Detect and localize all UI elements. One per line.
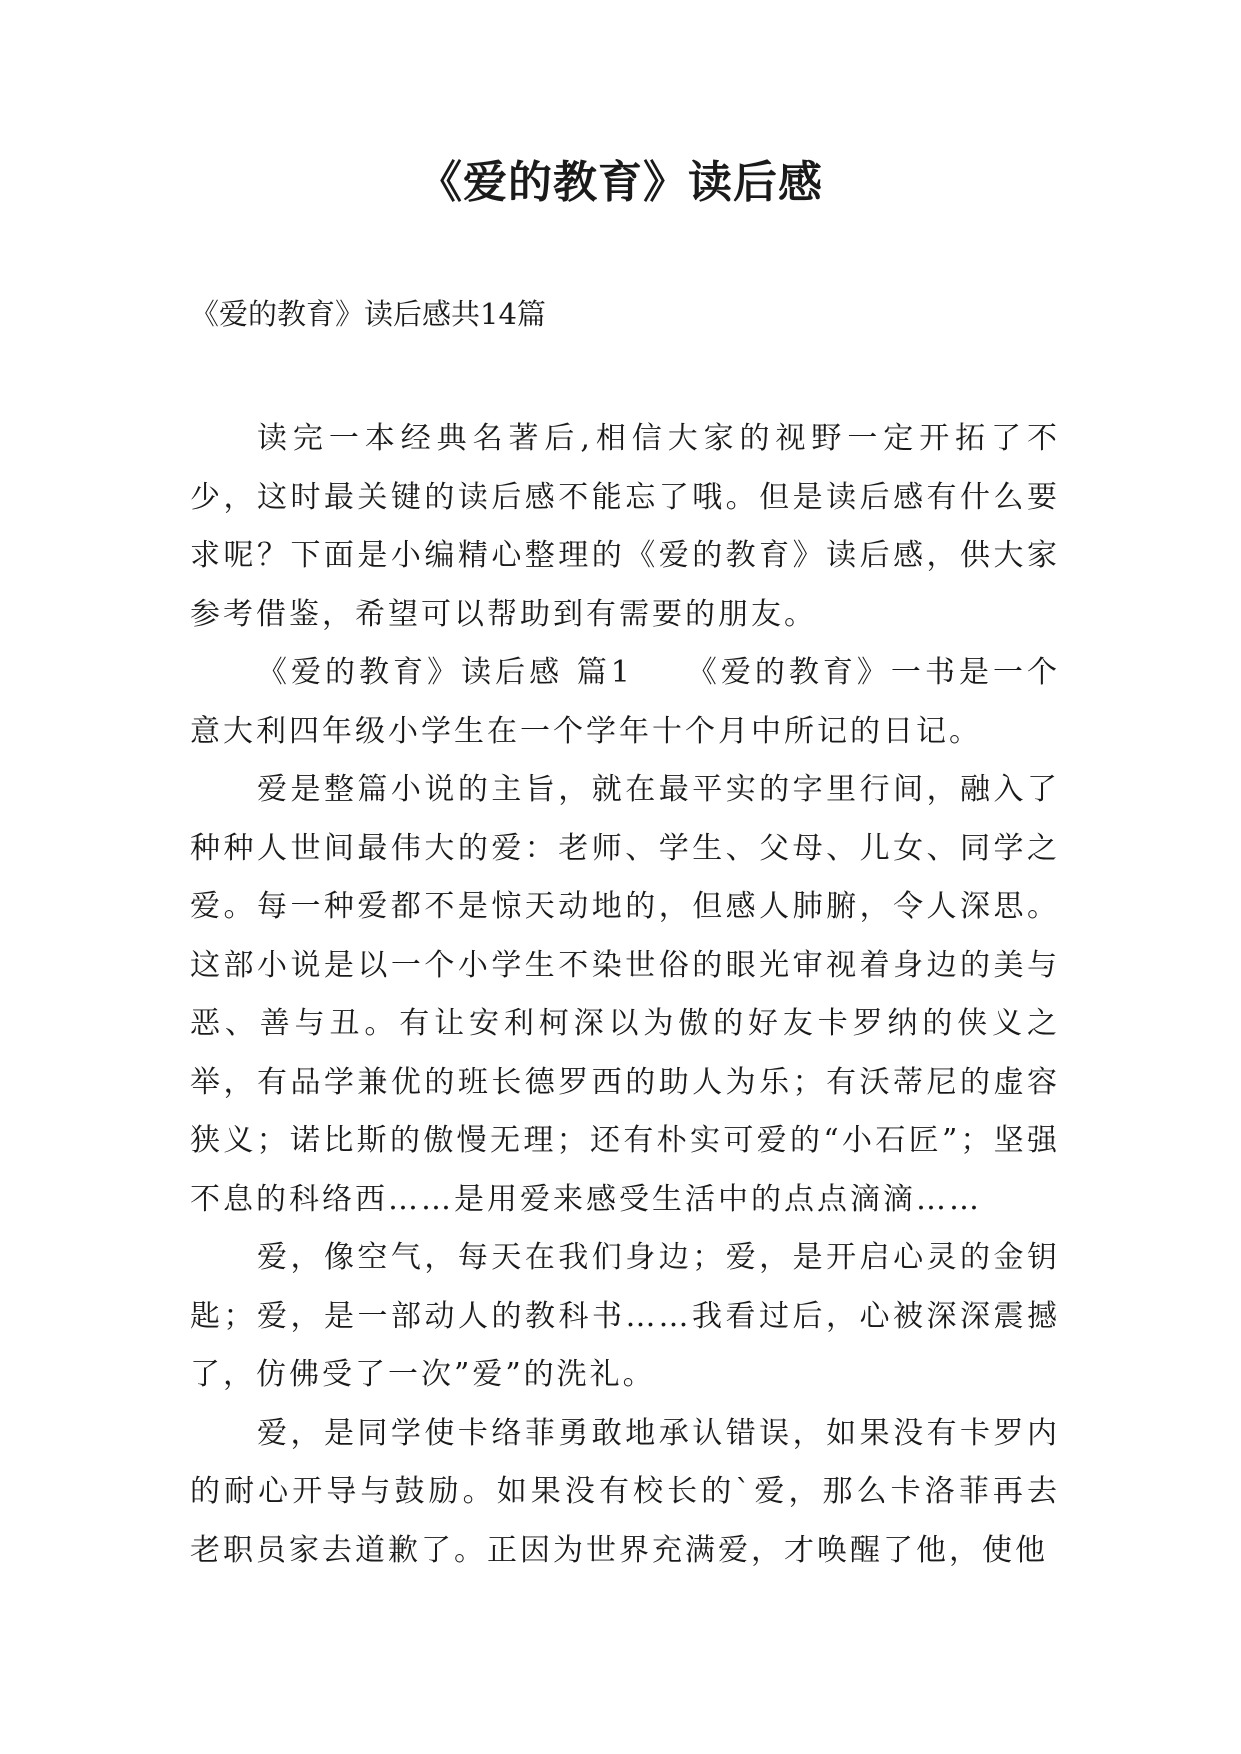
document-body [190, 410, 1060, 1580]
paragraph: 爱是整篇小说的主旨，就在最平实的字里行间，融入了种种人世间最伟大的爱：老师、学生、父母、儿女、同学之爱。每一种爱都不是惊天动地的，但感人肺腑，令人深思。这部小说是以一个小学生不染世俗的眼光审视着身边的美与恶、善与丑。有让安利柯深以为傲的好友卡罗纳的侠义之举，有品学兼优的班长德罗西的助人为乐；有沃蒂尼的虚容狭义；诺比斯的傲慢无理；还有朴实可爱的“小石匠”；坚强不息的科络西……是用爱来感受生活中的点点滴滴…… [190, 772, 1060, 1217]
paragraph: 爱，像空气，每天在我们身边；爱，是开启心灵的金钥匙；爱，是一部动人的教科书……我看过后，心被深深震撼了，仿佛受了一次”爱”的洗礼。 [190, 1240, 1060, 1392]
paragraph: 爱，是同学使卡络菲勇敢地承认错误，如果没有卡罗内的耐心开导与鼓励。如果没有校长的`爱，那么卡洛菲再去老职员家去道歉了。正因为世界充满爱，才唤醒了他，使他 [190, 1415, 1060, 1568]
document-subtitle: 《爱的教育》读后感共14篇 [190, 297, 546, 331]
document-title: 《爱的教育》读后感 [418, 157, 823, 208]
paragraph: 读完一本经典名著后,相信大家的视野一定开拓了不少，这时最关键的读后感不能忘了哦。但是读后感有什么要求呢？下面是小编精心整理的《爱的教育》读后感，供大家参考借鉴，希望可以帮助到有需要的朋友。 [190, 421, 1060, 632]
paragraph: 《爱的教育》读后感 篇1 《爱的教育》一书是一个意大利四年级小学生在一个学年十个月中所记的日记。 [190, 655, 1060, 749]
